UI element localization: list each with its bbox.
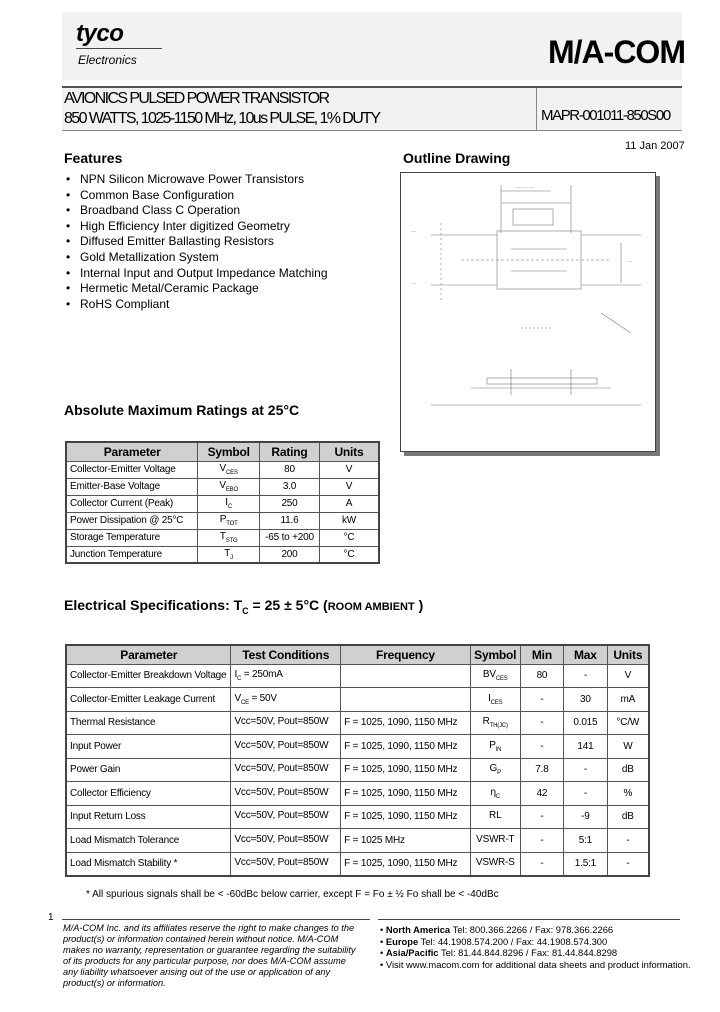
spec-footnote: * All spurious signals shall be < -60dBc below carrier, except F = Fo ± ½ Fo shall be < -40dBc <box>86 889 499 900</box>
spec-col-header: Frequency <box>341 645 471 664</box>
spec-frequency: F = 1025, 1090, 1150 MHz <box>341 852 471 876</box>
spec-symbol-sub: P <box>497 770 501 777</box>
spec-symbol-sub: C <box>495 793 500 800</box>
outline-heading: Outline Drawing <box>403 150 511 166</box>
spec-symbol-sub: CES <box>490 699 503 706</box>
contact-region: Asia/Pacific <box>385 947 439 959</box>
spec-min: - <box>520 711 563 735</box>
spec-min: - <box>520 805 563 829</box>
ratings-row <box>66 478 379 495</box>
feature-item: • RoHS Compliant <box>66 297 328 313</box>
spec-cond-main: Vcc=50V, Pout=850W <box>234 786 329 798</box>
spec-units: dB <box>607 805 649 829</box>
part-number: MAPR-001011-850S00 <box>541 107 670 124</box>
outline-drawing <box>400 172 656 452</box>
features-list <box>66 172 328 312</box>
rating-parameter: Emitter-Base Voltage <box>66 478 198 495</box>
spec-parameter: Power Gain <box>66 758 231 782</box>
spec-test-conditions <box>231 782 341 806</box>
rating-value: -65 to +200 <box>260 529 320 546</box>
spec-cond-main: V <box>234 692 241 704</box>
rating-value: 200 <box>260 546 320 563</box>
contact-text: Tel: 800.366.2266 / Fax: 978.366.2266 <box>450 924 614 935</box>
spec-symbol <box>470 852 520 876</box>
contact-item: • North America Tel: 800.366.2266 / Fax: 978.366.2266 <box>380 924 614 935</box>
spec-row <box>66 711 649 735</box>
feature-item: • Broadband Class C Operation <box>66 203 328 219</box>
rating-parameter: Junction Temperature <box>66 546 198 563</box>
spec-symbol-main: VSWR-S <box>475 857 515 868</box>
spec-symbol-main: I <box>488 692 491 704</box>
spec-test-conditions <box>231 852 341 876</box>
rating-units: °C <box>319 546 379 563</box>
spec-symbol-main: VSWR-T <box>476 833 515 845</box>
rating-symbol-sub: STG <box>225 538 238 544</box>
rating-symbol-sub: TOT <box>226 521 238 527</box>
spec-symbol-sub: CES <box>495 676 508 683</box>
ratings-header-row <box>66 442 379 461</box>
ratings-row <box>66 495 379 512</box>
rating-symbol <box>198 512 260 529</box>
spec-cond-main: Vcc=50V, Pout=850W <box>234 810 329 822</box>
spec-test-conditions <box>231 664 341 688</box>
spec-units: V <box>607 664 649 688</box>
rating-symbol-main: T <box>224 547 231 559</box>
tyco-logo: tyco <box>76 20 124 47</box>
rating-symbol-main: T <box>219 531 226 542</box>
ratings-row <box>66 529 379 546</box>
rating-parameter: Storage Temperature <box>66 529 198 546</box>
spec-min: - <box>520 829 563 853</box>
outline-dim-label: — <box>411 281 416 287</box>
electrical-spec-table <box>65 644 650 877</box>
spec-units: - <box>607 852 649 876</box>
rating-symbol-sub: J <box>230 554 234 561</box>
spec-parameter: Input Power <box>66 735 231 759</box>
ratings-col-header: Parameter <box>66 442 198 461</box>
rating-symbol-main: I <box>225 497 228 508</box>
rating-symbol <box>198 495 260 512</box>
spec-row <box>66 688 649 712</box>
spec-min: - <box>520 852 563 876</box>
spec-cond-sub: CE <box>240 699 249 706</box>
spec-col-header: Symbol <box>470 645 520 664</box>
spec-cond-rest: = 250mA <box>241 669 283 681</box>
document-date: 11 Jan 2007 <box>625 140 685 152</box>
spec-test-conditions <box>231 711 341 735</box>
spec-test-conditions <box>231 829 341 853</box>
feature-item: • NPN Silicon Microwave Power Transistors <box>66 172 328 188</box>
electrical-heading-value: = 25 ± 5°C ( <box>248 597 328 613</box>
spec-min: 42 <box>520 782 563 806</box>
rating-units: kW <box>319 512 379 529</box>
spec-frequency: F = 1025, 1090, 1150 MHz <box>341 735 471 759</box>
spec-units: °C/W <box>607 711 649 735</box>
spec-units: W <box>607 735 649 759</box>
rating-parameter: Collector-Emitter Voltage <box>66 461 198 478</box>
spec-row <box>66 829 649 853</box>
document-title-line1: AVIONICS PULSED POWER TRANSISTOR <box>64 90 329 107</box>
ratings-row <box>66 546 379 563</box>
feature-item: • Gold Metallization System <box>66 250 328 266</box>
ratings-table <box>65 441 380 564</box>
spec-max: 30 <box>564 688 608 712</box>
spec-max: -9 <box>564 805 608 829</box>
spec-min: - <box>520 735 563 759</box>
spec-max: - <box>564 664 608 688</box>
spec-parameter: Load Mismatch Stability * <box>66 852 231 876</box>
spec-symbol-main: RL <box>489 810 502 822</box>
spec-row <box>66 805 649 829</box>
spec-symbol-main: R <box>482 716 490 728</box>
spec-row <box>66 782 649 806</box>
spec-symbol <box>470 664 520 688</box>
electrical-heading <box>64 597 423 616</box>
spec-cond-main: Vcc=50V, Pout=850W <box>234 763 329 775</box>
spec-body <box>66 664 649 876</box>
electrical-heading-close: ) <box>414 597 424 613</box>
rating-symbol-sub: EBO <box>225 487 238 493</box>
spec-header-row <box>66 645 649 664</box>
spec-symbol <box>470 829 520 853</box>
page-number: 1 <box>48 912 54 923</box>
contact-item: • Visit www.macom.com for additional data sheets and product information. <box>380 958 691 970</box>
spec-parameter: Collector Efficiency <box>66 782 231 806</box>
spec-cond-main: Vcc=50V, Pout=850W <box>234 857 329 868</box>
spec-min: 7.8 <box>520 758 563 782</box>
rating-symbol <box>198 461 260 478</box>
rating-value: 11.6 <box>260 512 320 529</box>
spec-symbol-sub: IN <box>495 746 502 753</box>
spec-row <box>66 735 649 759</box>
spec-max: - <box>564 782 608 806</box>
contact-item: • Europe Tel: 44.1908.574.200 / Fax: 44.1908.574.300 <box>380 935 608 947</box>
rating-units: A <box>319 495 379 512</box>
spec-cond-sub: C <box>237 676 242 683</box>
spec-symbol-sub: TH(JC) <box>489 723 508 730</box>
contact-text: Tel: 44.1908.574.200 / Fax: 44.1908.574.300 <box>418 935 608 947</box>
spec-test-conditions <box>231 805 341 829</box>
contact-item: • Asia/Pacific Tel: 81.44.844.8296 / Fax: 81.44.844.8298 <box>380 947 618 959</box>
ratings-body <box>66 461 379 563</box>
spec-frequency: F = 1025 MHz <box>341 829 471 853</box>
outline-drawing-graphic <box>401 173 657 453</box>
spec-row <box>66 664 649 688</box>
spec-symbol <box>470 758 520 782</box>
spec-frequency <box>341 688 471 712</box>
spec-symbol <box>470 735 520 759</box>
spec-frequency: F = 1025, 1090, 1150 MHz <box>341 758 471 782</box>
spec-max: 141 <box>564 735 608 759</box>
tyco-logo-rule <box>76 48 162 49</box>
spec-parameter: Collector-Emitter Leakage Current <box>66 688 231 712</box>
spec-parameter: Load Mismatch Tolerance <box>66 829 231 853</box>
spec-units: dB <box>607 758 649 782</box>
document-title-line2: 850 WATTS, 1025-1150 MHz, 10us PULSE, 1% DUTY <box>64 110 380 127</box>
feature-item: • Hermetic Metal/Ceramic Package <box>66 281 328 297</box>
rating-units: V <box>319 461 379 478</box>
spec-frequency: F = 1025, 1090, 1150 MHz <box>341 711 471 735</box>
spec-max: 5:1 <box>564 829 608 853</box>
spec-test-conditions <box>231 735 341 759</box>
contact-region: North America <box>385 924 451 935</box>
spec-row <box>66 852 649 876</box>
spec-symbol-main: P <box>489 739 496 751</box>
spec-units: % <box>607 782 649 806</box>
spec-min: - <box>520 688 563 712</box>
spec-symbol-main: BV <box>482 669 496 681</box>
spec-symbol-main: G <box>489 763 498 775</box>
spec-min: 80 <box>520 664 563 688</box>
footer-rule <box>62 919 370 920</box>
rating-value: 250 <box>260 495 320 512</box>
spec-cond-main: Vcc=50V, Pout=850W <box>234 739 329 751</box>
ratings-col-header: Symbol <box>198 442 260 461</box>
ratings-row <box>66 461 379 478</box>
spec-row <box>66 758 649 782</box>
spec-parameter: Thermal Resistance <box>66 711 231 735</box>
feature-item: • Diffused Emitter Ballasting Resistors <box>66 234 328 250</box>
spec-symbol <box>470 711 520 735</box>
footer-rule <box>378 919 680 920</box>
rating-symbol-main: V <box>219 463 227 474</box>
ratings-row <box>66 512 379 529</box>
spec-symbol <box>470 782 520 806</box>
spec-units: mA <box>607 688 649 712</box>
spec-col-header: Test Conditions <box>231 645 341 664</box>
features-heading: Features <box>64 150 123 166</box>
rating-symbol <box>198 478 260 495</box>
rating-symbol-main: V <box>219 480 226 491</box>
electrical-heading-ambient: ROOM AMBIENT <box>327 601 415 613</box>
rating-value: 80 <box>260 461 320 478</box>
outline-dim-label: — <box>627 259 632 265</box>
rating-parameter: Power Dissipation @ 25°C <box>66 512 198 529</box>
outline-dim-label: — — — <box>516 185 534 191</box>
spec-max: - <box>564 758 608 782</box>
spec-col-header: Max <box>564 645 608 664</box>
contact-text: Visit www.macom.com for additional data sheets and product information. <box>385 958 691 970</box>
ratings-heading: Absolute Maximum Ratings at 25°C <box>64 402 300 418</box>
spec-symbol <box>470 688 520 712</box>
tyco-electronics-label: Electronics <box>78 53 137 67</box>
macom-logo: M/A-COM <box>548 34 685 70</box>
spec-frequency: F = 1025, 1090, 1150 MHz <box>341 782 471 806</box>
rating-units: °C <box>319 529 379 546</box>
spec-frequency: F = 1025, 1090, 1150 MHz <box>341 805 471 829</box>
spec-parameter: Input Return Loss <box>66 805 231 829</box>
contact-text: Tel: 81.44.844.8296 / Fax: 81.44.844.8298 <box>438 947 618 959</box>
spec-cond-main: I <box>234 669 238 681</box>
rating-value: 3.0 <box>260 478 320 495</box>
spec-units: - <box>607 829 649 853</box>
spec-frequency <box>341 664 471 688</box>
spec-max: 0.015 <box>564 711 608 735</box>
spec-cond-rest: = 50V <box>248 692 277 704</box>
contact-region: Europe <box>385 935 419 947</box>
spec-col-header: Min <box>520 645 563 664</box>
spec-test-conditions <box>231 688 341 712</box>
outline-dim-label: — <box>411 229 416 235</box>
spec-max: 1.5:1 <box>564 852 608 876</box>
feature-item: • Common Base Configuration <box>66 188 328 204</box>
contact-list <box>380 924 691 970</box>
spec-parameter: Collector-Emitter Breakdown Voltage <box>66 664 231 688</box>
legal-disclaimer: M/A-COM Inc. and its affiliates reserve the right to make changes to the product(s) or information contained herein without notice. M/A-COM makes no warranty, representation or guarantee regarding the suitability of its products for any particular purpose, nor does M/A-COM assume any liability whatsoever arising out of the use or application of any product(s) or information. <box>63 923 356 988</box>
rating-symbol-sub: CES <box>226 470 238 476</box>
ratings-col-header: Units <box>319 442 379 461</box>
feature-item: • High Efficiency Inter digitized Geometry <box>66 219 328 235</box>
rating-symbol <box>198 529 260 546</box>
spec-symbol-main: η <box>490 786 496 798</box>
spec-col-header: Parameter <box>66 645 231 664</box>
spec-cond-main: Vcc=50V, Pout=850W <box>234 833 329 845</box>
spec-test-conditions <box>231 758 341 782</box>
electrical-heading-sub: C <box>242 605 249 616</box>
rating-symbol-main: P <box>219 514 227 525</box>
spec-cond-main: Vcc=50V, Pout=850W <box>234 716 329 728</box>
spec-col-header: Units <box>607 645 649 664</box>
rating-units: V <box>319 478 379 495</box>
feature-item: • Internal Input and Output Impedance Matching <box>66 266 328 282</box>
rating-symbol <box>198 546 260 563</box>
spec-symbol <box>470 805 520 829</box>
rating-symbol-sub: C <box>227 504 233 510</box>
ratings-col-header: Rating <box>260 442 320 461</box>
rating-parameter: Collector Current (Peak) <box>66 495 198 512</box>
electrical-heading-prefix: Electrical Specifications: T <box>64 597 243 613</box>
